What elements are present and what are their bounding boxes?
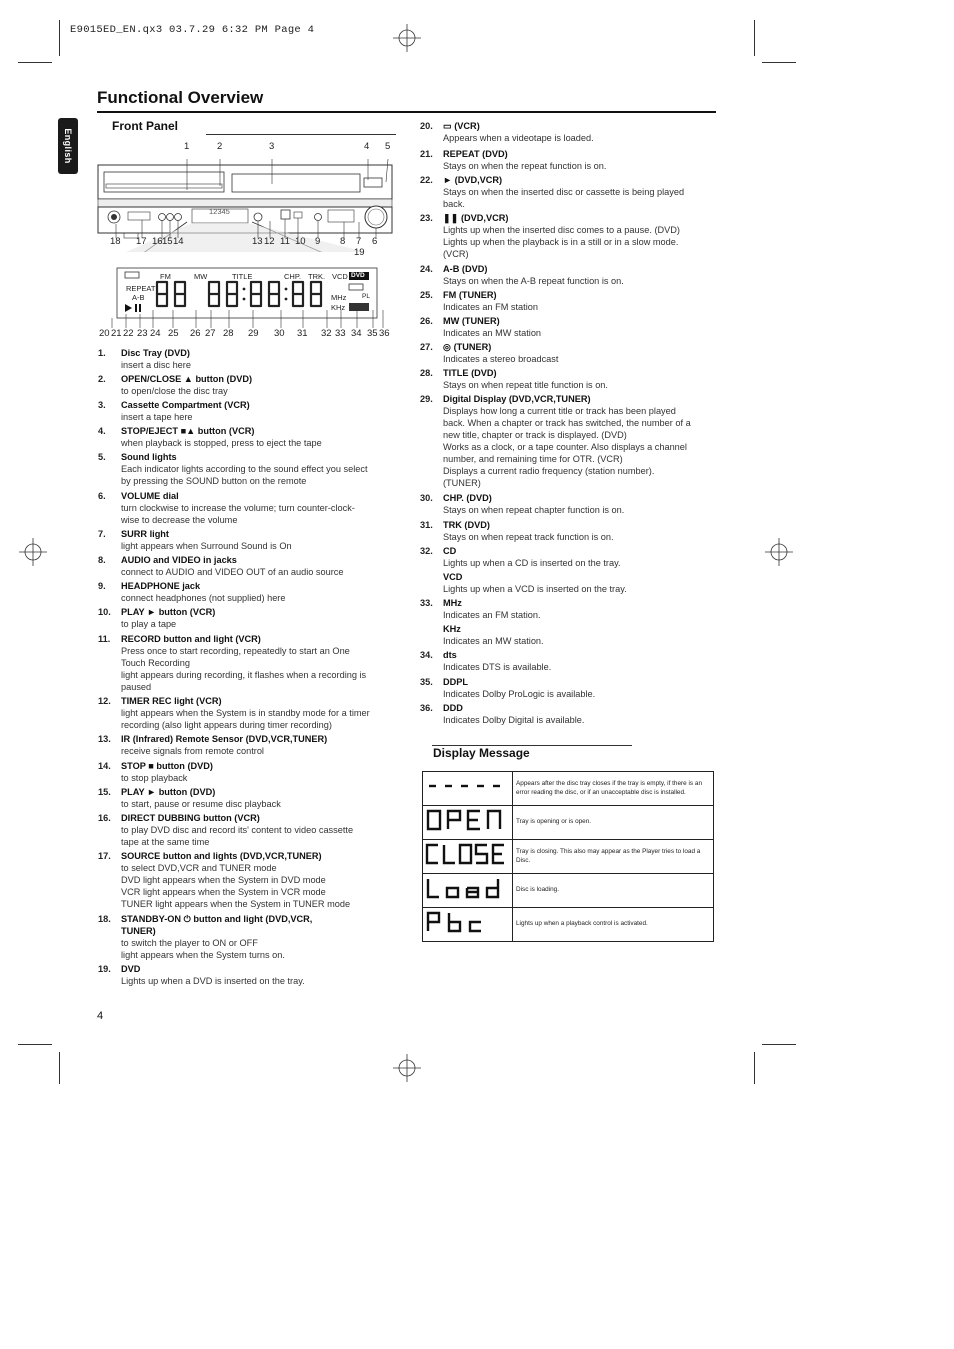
display-message-table xyxy=(422,771,714,942)
callout-bottom-10: 10 xyxy=(295,236,306,247)
table-row xyxy=(423,806,714,840)
callout-top-2: 2 xyxy=(217,141,223,152)
callout-display-22: 22 xyxy=(123,328,134,339)
callout-display-34: 34 xyxy=(351,328,362,339)
page-number: 4 xyxy=(97,1010,104,1022)
message-description: Lights up when a playback control is activated. xyxy=(513,908,714,942)
front-panel-heading-rule xyxy=(206,134,396,135)
display-dpl-label: PL xyxy=(362,293,370,300)
registration-mark-icon xyxy=(765,538,793,566)
callout-bottom-9: 9 xyxy=(315,236,321,247)
callout-bottom-15: 15 xyxy=(162,236,173,247)
segment-dashes-icon xyxy=(423,772,512,800)
segment-pbc-icon xyxy=(423,908,512,936)
page-title: Functional Overview xyxy=(97,88,264,107)
callout-bottom-7: 7 xyxy=(356,236,362,247)
callout-top-5: 5 xyxy=(385,141,391,152)
callout-top-3: 3 xyxy=(269,141,275,152)
language-tab xyxy=(58,118,78,174)
language-tab-label: English xyxy=(63,128,73,164)
display-repeat-label: REPEAT xyxy=(126,284,156,293)
display-mw-label: MW xyxy=(194,272,208,281)
display-vcd-label: VCD xyxy=(332,272,348,281)
callout-display-19: 19 xyxy=(354,247,365,258)
callout-top-4: 4 xyxy=(364,141,370,152)
callout-bottom-14: 14 xyxy=(173,236,184,247)
callout-bottom-13: 13 xyxy=(252,236,263,247)
segment-open-icon xyxy=(423,806,512,834)
display-mhz-label: MHz xyxy=(331,293,347,302)
display-dvd-label: DVD xyxy=(351,272,365,279)
callout-display-26: 26 xyxy=(190,328,201,339)
display-fm-label: FM xyxy=(160,272,171,281)
message-description: Tray is closing. This also may appear as the Player tries to load a Disc. xyxy=(513,840,714,874)
callout-display-23: 23 xyxy=(137,328,148,339)
callout-bottom-8: 8 xyxy=(340,236,346,247)
table-row xyxy=(423,772,714,806)
callout-display-21: 21 xyxy=(111,328,122,339)
message-description: Appears after the disc tray closes if the tray is empty, if there is an error reading the disc, or if an unacceptable disc is installed. xyxy=(513,772,714,806)
segment-cell xyxy=(423,840,513,874)
callout-display-30: 30 xyxy=(274,328,285,339)
segment-cell xyxy=(423,874,513,908)
display-trk-label: TRK. xyxy=(308,272,326,281)
callout-top-1: 1 xyxy=(184,141,190,152)
table-row xyxy=(423,908,714,942)
segment-load-icon xyxy=(423,874,512,902)
device-display-text: 12345 xyxy=(209,207,230,216)
callout-bottom-12: 12 xyxy=(264,236,275,247)
message-description: Tray is opening or is open. xyxy=(513,806,714,840)
registration-mark-icon xyxy=(19,538,47,566)
table-row xyxy=(423,874,714,908)
registration-mark-icon xyxy=(393,1054,421,1082)
file-header-line: E9015ED_EN.qx3 03.7.29 6:32 PM Page 4 xyxy=(70,24,315,36)
callout-bottom-11: 11 xyxy=(280,236,290,247)
callout-display-29: 29 xyxy=(248,328,259,339)
callout-display-36: 36 xyxy=(379,328,390,339)
segment-cell xyxy=(423,806,513,840)
display-message-heading: Display Message xyxy=(433,746,530,760)
callout-bottom-16: 16 xyxy=(152,236,163,247)
segment-cell xyxy=(423,772,513,806)
front-panel-heading: Front Panel xyxy=(112,119,179,133)
callout-display-25: 25 xyxy=(168,328,179,339)
callout-bottom-18: 18 xyxy=(110,236,121,247)
callout-display-28: 28 xyxy=(223,328,234,339)
display-chp-label: CHP. xyxy=(284,272,301,281)
callout-bottom-17: 17 xyxy=(136,236,147,247)
display-title-label: TITLE xyxy=(232,272,253,281)
display-khz-label: KHz xyxy=(331,303,346,312)
callout-bottom-6: 6 xyxy=(372,236,378,247)
callout-display-33: 33 xyxy=(335,328,346,339)
callout-display-31: 31 xyxy=(297,328,308,339)
segment-close-icon xyxy=(423,840,512,868)
segment-cell xyxy=(423,908,513,942)
callout-display-20: 20 xyxy=(99,328,110,339)
title-rule xyxy=(97,111,716,113)
message-description: Disc is loading. xyxy=(513,874,714,908)
registration-mark-icon xyxy=(393,24,421,52)
callout-display-24: 24 xyxy=(150,328,161,339)
callout-display-35: 35 xyxy=(367,328,378,339)
display-ab-label: A-B xyxy=(132,293,145,302)
table-row xyxy=(423,840,714,874)
callout-display-32: 32 xyxy=(321,328,332,339)
callout-display-27: 27 xyxy=(205,328,216,339)
